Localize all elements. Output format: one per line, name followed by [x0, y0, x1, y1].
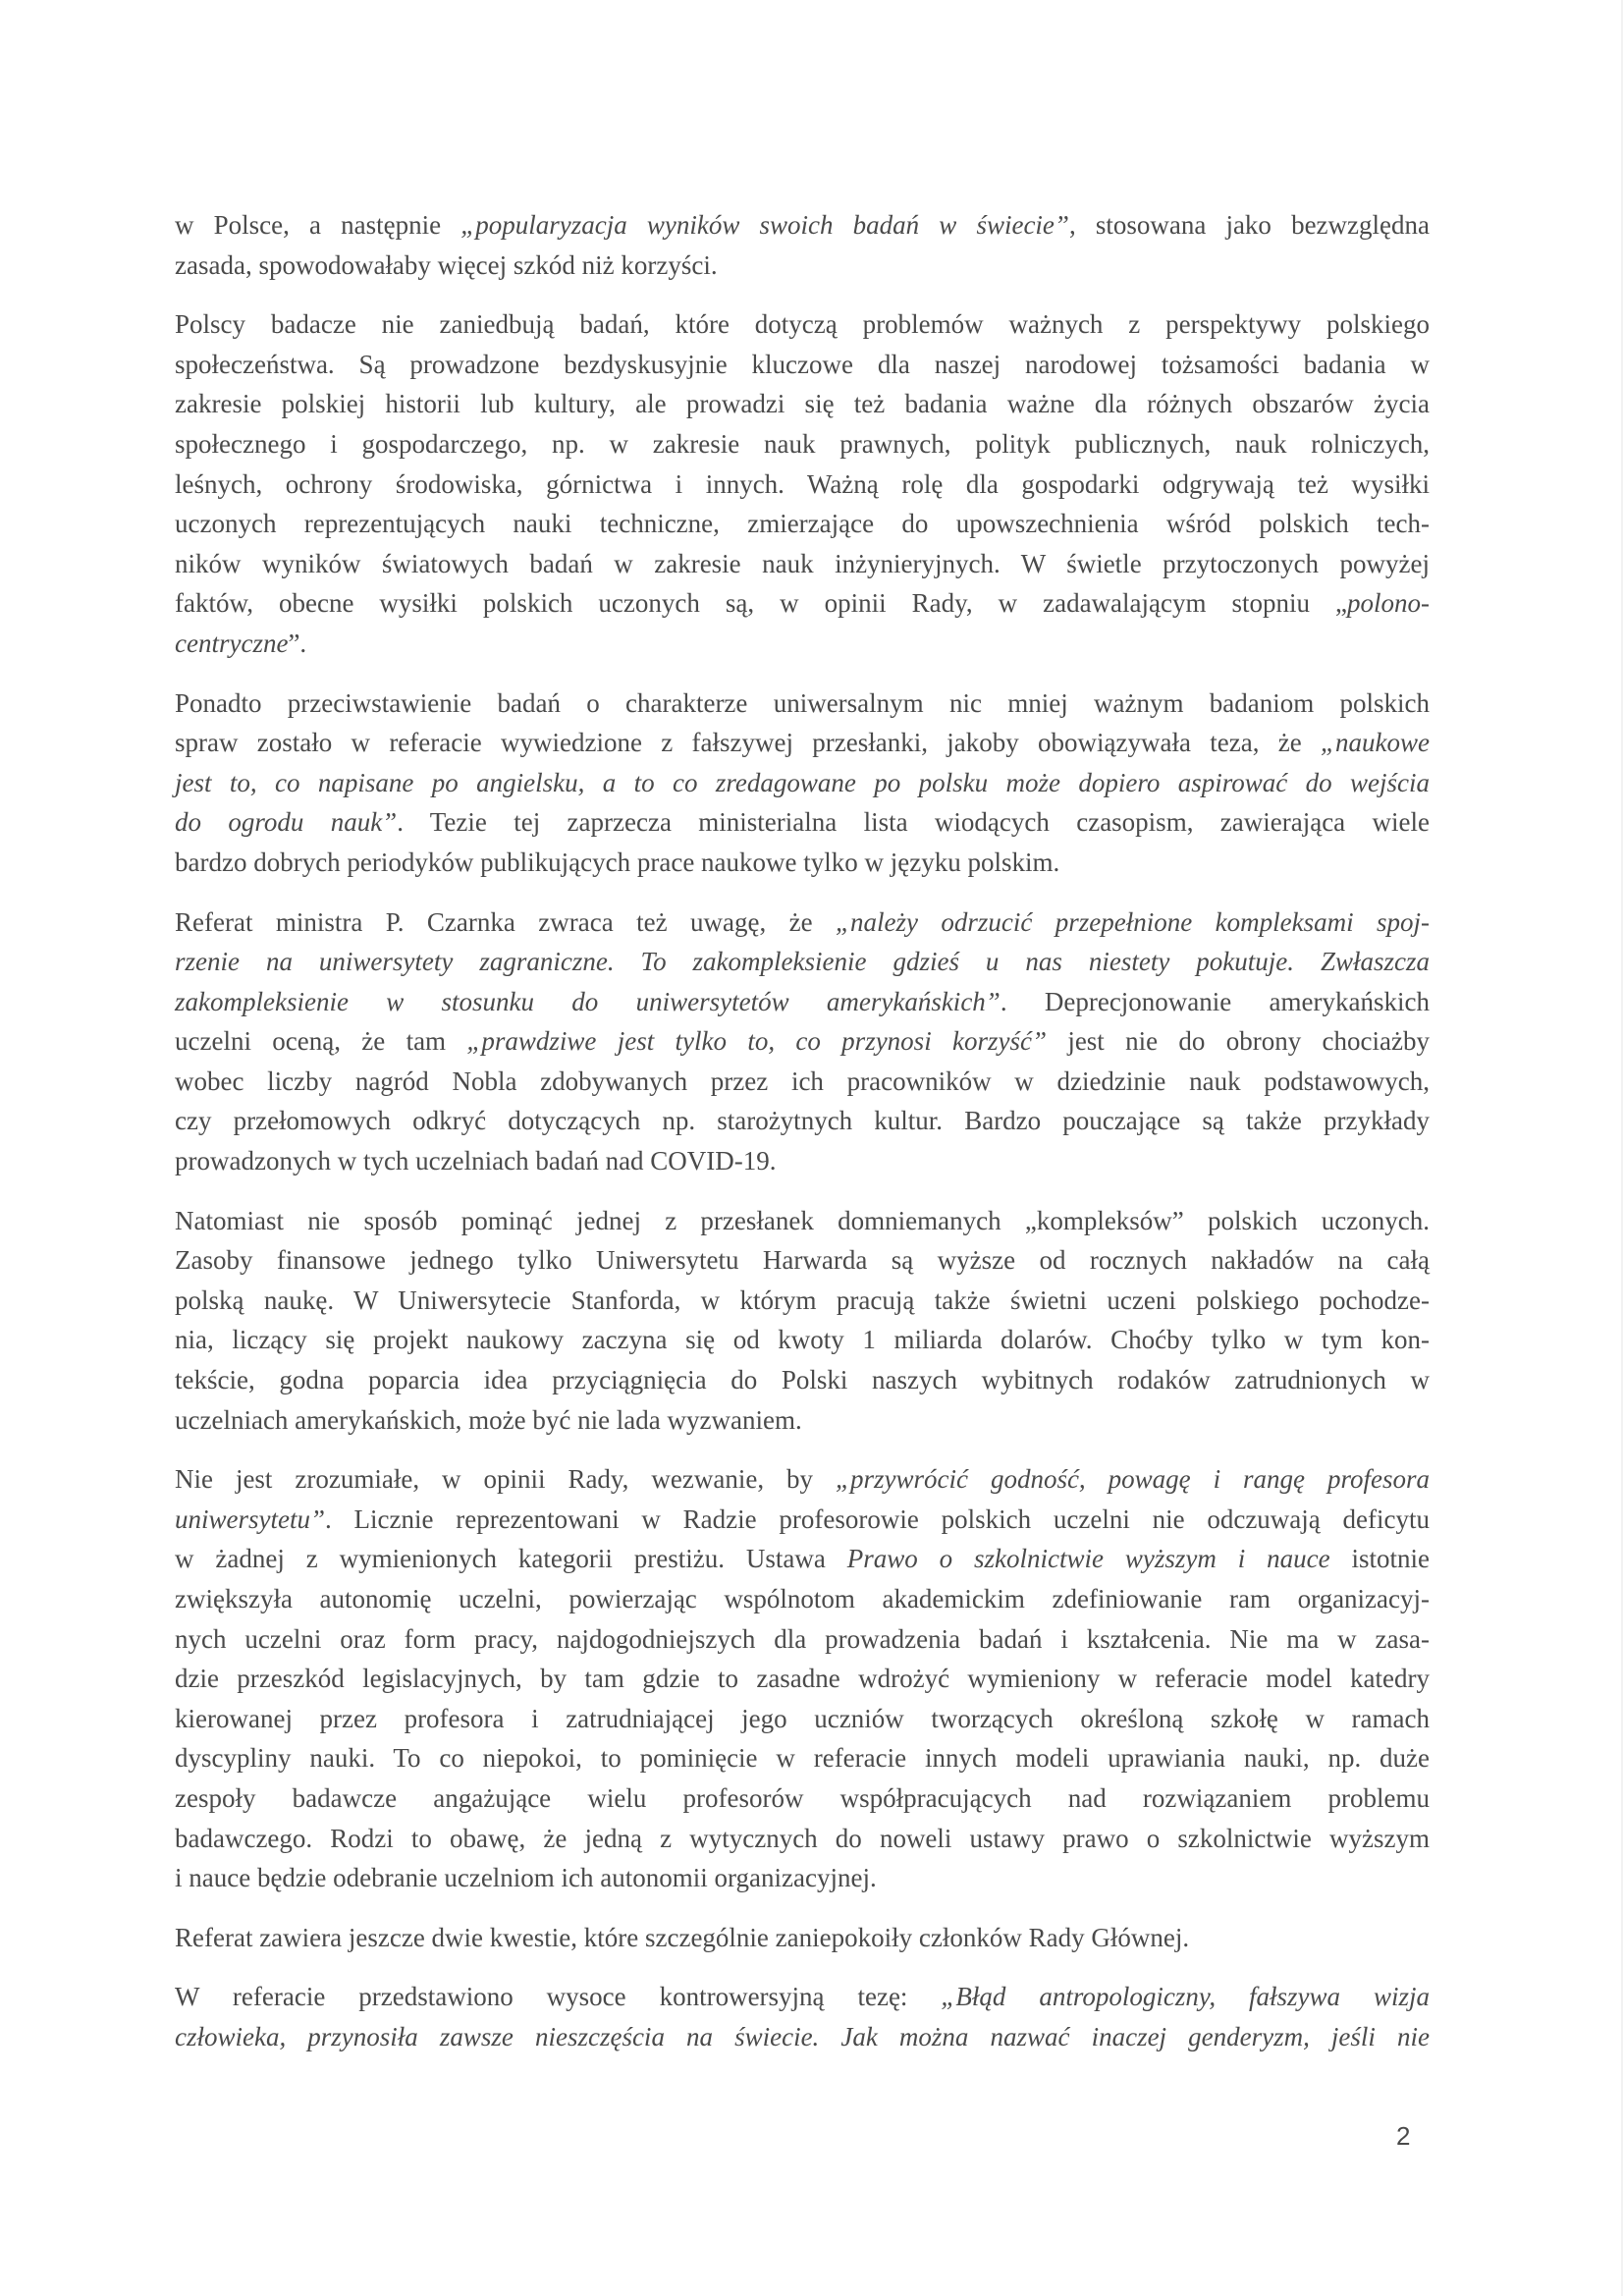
italic-quote: człowieka, przynosiła zawsze nieszczęścia na świecie. Jak można nazwać inaczej genderyzm, jeśli nie: [175, 2021, 1430, 2051]
text-run: Referat ministra P. Czarnka zwraca też uwagę, że: [175, 906, 836, 937]
text-line: [175, 205, 1430, 246]
paragraph: [175, 1201, 1430, 1441]
text-run: Polscy badacze nie zaniedbują badań, które dotyczą problemów ważnych z perspektywy polskiego: [175, 309, 1430, 340]
text-line: [175, 1360, 1430, 1400]
text-run: polską naukę. W Uniwersytecie Stanforda, w którym pracują także świetni uczeni polskiego pochodze-: [175, 1285, 1430, 1315]
text-line: [175, 2017, 1430, 2057]
paragraph: [175, 902, 1430, 1181]
text-run: istotnie: [1329, 1544, 1431, 1574]
text-line: [175, 1579, 1430, 1619]
document-body: [175, 205, 1430, 2077]
paragraph: [175, 1459, 1430, 1898]
text-line: [175, 1778, 1430, 1819]
text-line: [175, 1619, 1430, 1660]
text-run: ników wyników światowych badań w zakresie nauk inżynieryjnych. W świetle przytoczonych powyżej: [175, 548, 1430, 578]
paragraph: [175, 205, 1430, 285]
text-run: , stosowana jako bezwzględna: [1068, 210, 1430, 240]
text-run: uczonych reprezentujących nauki techniczne, zmierzające do upowszechnienia wśród polskich tech-: [175, 509, 1430, 539]
text-line: [175, 1062, 1430, 1102]
text-line: [175, 1281, 1430, 1321]
text-line: [175, 624, 1430, 664]
text-run: Nie jest zrozumiałe, w opinii Rady, wezwanie, by: [175, 1464, 836, 1495]
text-run: badawczego. Rodzi to obawę, że jedną z wytycznych do noweli ustawy prawo o szkolnictwie wyższym: [175, 1823, 1430, 1853]
text-run: dyscypliny nauki. To co niepokoi, to pominięcie w referacie innych modeli uprawiania nauki, np. duże: [175, 1743, 1430, 1774]
text-line: [175, 1977, 1430, 2017]
text-line: [175, 1500, 1430, 1540]
text-line: [175, 544, 1430, 584]
paragraph: [175, 1977, 1430, 2056]
text-line: [175, 802, 1430, 843]
text-line: [175, 902, 1430, 943]
text-line: [175, 1400, 1430, 1441]
paragraph: [175, 1918, 1430, 1958]
text-run: W referacie przedstawiono wysoce kontrowersyjną tezę:: [175, 1982, 942, 2012]
text-line: [175, 1819, 1430, 1859]
text-line: [175, 1201, 1430, 1241]
text-run: uczelniach amerykańskich, może być nie lada wyzwaniem.: [175, 1404, 802, 1435]
italic-quote: zakompleksienie w stosunku do uniwersytetów amerykańskich”: [175, 986, 1001, 1016]
italic-quote: jest to, co napisane po angielsku, a to co zredagowane po polsku może dopiero aspirować do wejścia: [175, 767, 1430, 797]
text-run: Ponadto przeciwstawienie badań o charakterze uniwersalnym nic mniej ważnym badaniom polskich: [175, 687, 1430, 718]
text-run: uczelni oceną, że tam: [175, 1026, 467, 1057]
text-line: [175, 763, 1430, 803]
text-line: [175, 723, 1430, 763]
text-run: zasada, spowodowałaby więcej szkód niż korzyści.: [175, 249, 718, 280]
text-line: [175, 843, 1430, 883]
text-run: zespoły badawcze angażujące wielu profesorów współpracujących nad rozwiązaniem problemu: [175, 1782, 1430, 1813]
text-line: [175, 424, 1430, 465]
text-line: [175, 1738, 1430, 1778]
text-run: leśnych, ochrony środowiska, górnictwa i innych. Ważną rolę dla gospodarki odgrywają też wysiłki: [175, 468, 1430, 499]
text-run: Zasoby finansowe jednego tylko Uniwersytetu Harwarda są wyższe od rocznych nakładów na całą: [175, 1245, 1430, 1276]
text-run: . Deprecjonowanie amerykańskich: [1000, 986, 1430, 1016]
text-line: [175, 1459, 1430, 1500]
italic-quote: „przywrócić godność, powagę i rangę profesora: [835, 1464, 1430, 1495]
italic-quote: Prawo o szkolnictwie wyższym i nauce: [846, 1544, 1330, 1574]
italic-quote: „popularyzacja wyników swoich badań w świecie”: [460, 210, 1069, 240]
text-run: zwiększyła autonomię uczelni, powierzając wspólnotom akademickim zdefiniowanie ram organizacyj-: [175, 1584, 1430, 1613]
italic-quote: rzenie na uniwersytety zagraniczne. To zakompleksienie gdzieś u nas niestety pokutuje. Zwłaszcza: [175, 947, 1430, 977]
text-run: w żadnej z wymienionych kategorii prestiżu. Ustawa: [175, 1544, 847, 1574]
text-run: i nauce będzie odebranie uczelniom ich autonomii organizacyjnej.: [175, 1863, 877, 1893]
text-line: [175, 345, 1430, 385]
text-run: społecznego i gospodarczego, np. w zakresie nauk prawnych, polityk publicznych, nauk rolniczych,: [175, 428, 1430, 459]
text-line: [175, 384, 1430, 424]
italic-quote: centryczne: [175, 628, 289, 658]
text-run: dzie przeszkód legislacyjnych, by tam gdzie to zasadne wdrożyć wymieniony w referacie model katedry: [175, 1664, 1430, 1694]
text-line: [175, 1101, 1430, 1141]
text-line: [175, 1141, 1430, 1181]
text-run: zakresie polskiej historii lub kultury, ale prowadzi się też badania ważne dla różnych obszarów życia: [175, 389, 1430, 419]
text-line: [175, 942, 1430, 982]
text-run: Referat zawiera jeszcze dwie kwestie, które szczególnie zaniepokoiły członków Rady Głównej.: [175, 1922, 1190, 1952]
paragraph: [175, 304, 1430, 663]
text-line: [175, 465, 1430, 505]
italic-quote: „należy odrzucić przepełnione kompleksami spoj-: [835, 906, 1430, 937]
text-run: . Tezie tej zaprzecza ministerialna lista wiodących czasopism, zawierająca wiele: [397, 807, 1430, 838]
text-run: tekście, godna poparcia idea przyciągnięcia do Polski naszych wybitnych rodaków zatrudnionych w: [175, 1365, 1430, 1395]
text-line: [175, 304, 1430, 345]
text-line: [175, 1699, 1430, 1739]
text-line: [175, 504, 1430, 544]
text-line: [175, 1918, 1430, 1958]
text-line: [175, 1858, 1430, 1898]
text-run: wobec liczby nagród Nobla zdobywanych przez ich pracowników w dziedzinie nauk podstawowych,: [175, 1066, 1430, 1096]
text-line: [175, 1320, 1430, 1360]
text-line: [175, 683, 1430, 724]
italic-quote: „Błąd antropologiczny, fałszywa wizja: [941, 1982, 1430, 2012]
italic-quote: „prawdziwe jest tylko to, co przynosi korzyść”: [466, 1026, 1047, 1057]
text-run: czy przełomowych odkryć dotyczących np. starożytnych kultur. Bardzo pouczające są także przykłady: [175, 1106, 1430, 1136]
text-line: [175, 1021, 1430, 1062]
italic-quote: do ogrodu nauk”: [175, 807, 398, 838]
page-number: 2: [1396, 2121, 1411, 2151]
text-run: w Polsce, a następnie: [175, 210, 461, 240]
text-run: Natomiast nie sposób pominąć jednej z przesłanek domniemanych „kompleksów” polskich uczonych.: [175, 1205, 1430, 1235]
text-line: [175, 1240, 1430, 1281]
text-run: faktów, obecne wysiłki polskich uczonych są, w opinii Rady, w zadawalającym stopniu „: [175, 588, 1347, 619]
text-line: [175, 1539, 1430, 1579]
text-run: jest nie do obrony chociażby: [1047, 1026, 1430, 1057]
text-line: [175, 1659, 1430, 1699]
text-line: [175, 583, 1430, 624]
italic-quote: uniwersytetu”: [175, 1503, 325, 1534]
text-line: [175, 246, 1430, 286]
text-run: bardzo dobrych periodyków publikujących prace naukowe tylko w języku polskim.: [175, 847, 1060, 877]
text-run: kierowanej przez profesora i zatrudniającej jego uczniów tworzących określoną szkołę w ramach: [175, 1703, 1430, 1733]
text-run: spraw zostało w referacie wywiedzione z fałszywej przesłanki, jakoby obowiązywała teza, że: [175, 728, 1321, 758]
text-run: prowadzonych w tych uczelniach badań nad COVID-19.: [175, 1146, 777, 1176]
text-run: ”.: [288, 628, 307, 658]
text-run: nych uczelni oraz form pracy, najdogodniejszych dla prowadzenia badań i kształcenia. Nie ma w zasa-: [175, 1623, 1430, 1654]
text-run: społeczeństwa. Są prowadzone bezdyskusyjnie kluczowe dla naszej narodowej tożsamości badania w: [175, 349, 1430, 379]
italic-quote: polono-: [1347, 588, 1430, 619]
italic-quote: „naukowe: [1321, 728, 1430, 758]
paragraph: [175, 683, 1430, 883]
text-line: [175, 982, 1430, 1022]
text-run: . Licznie reprezentowani w Radzie profesorowie polskich uczelni nie odczuwają deficytu: [325, 1503, 1430, 1534]
text-run: nia, liczący się projekt naukowy zaczyna się od kwoty 1 miliarda dolarów. Choćby tylko w tym kon-: [175, 1325, 1430, 1355]
